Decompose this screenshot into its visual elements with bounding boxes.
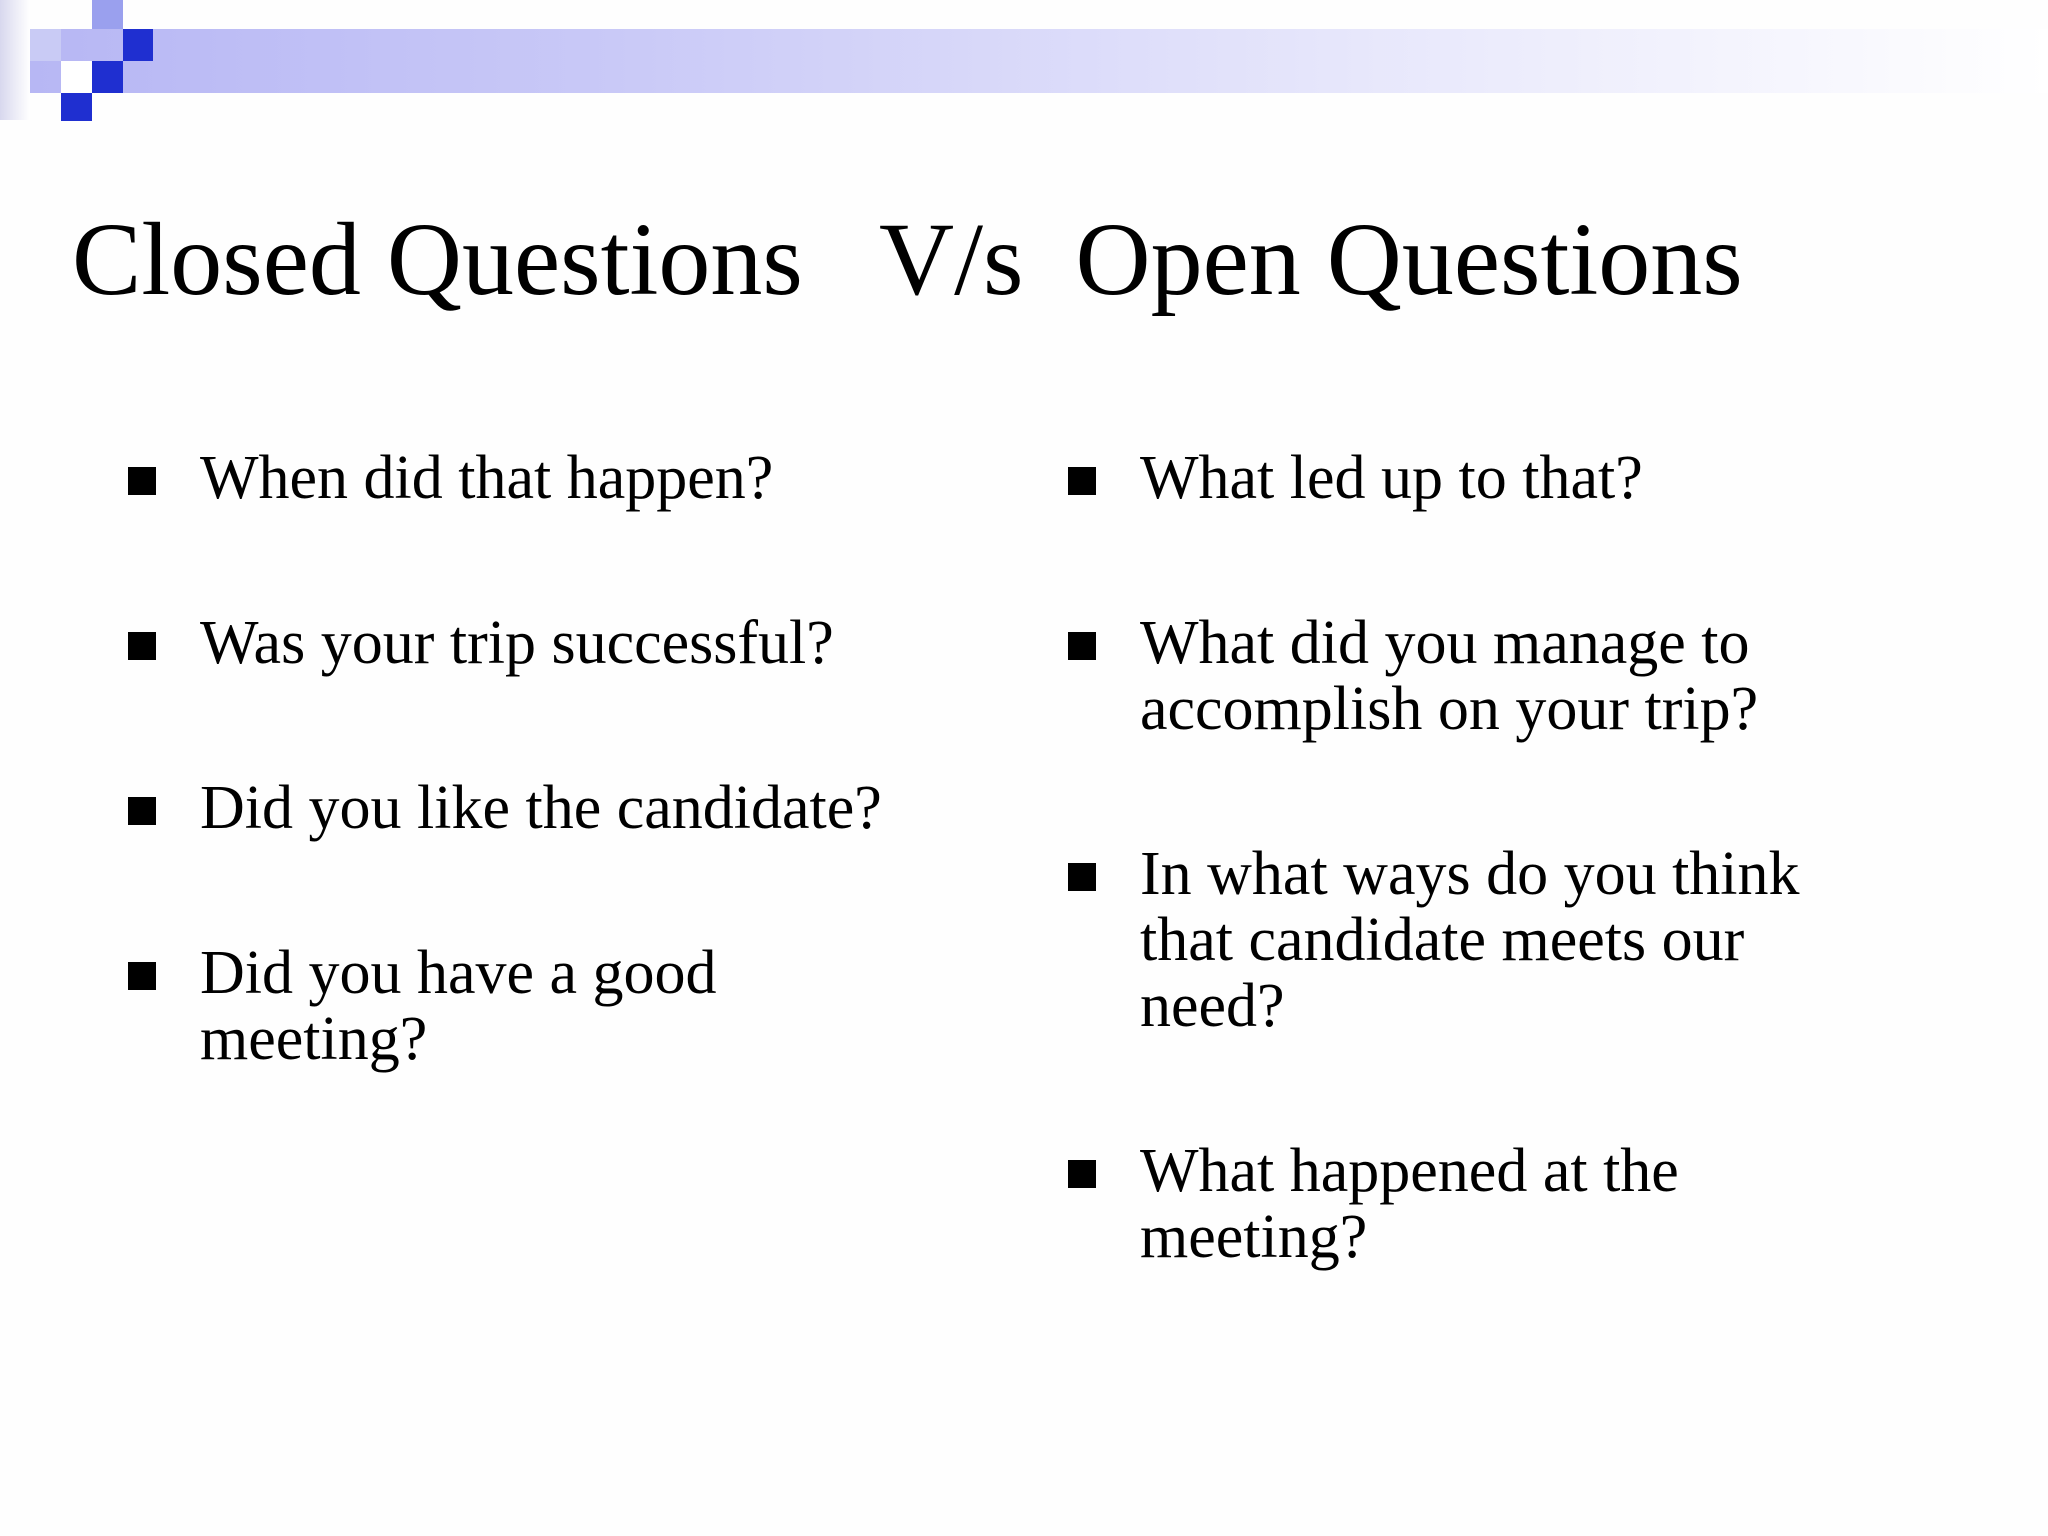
black-square-bullet-icon xyxy=(1068,1160,1096,1188)
black-square-bullet-icon xyxy=(128,467,156,495)
black-square-bullet-icon xyxy=(128,797,156,825)
closed-question-text: When did that happen? xyxy=(200,444,774,512)
open-question-text: What happened at the meeting? xyxy=(1140,1137,1679,1271)
open-question-text: What led up to that? xyxy=(1140,444,1643,512)
closed-question-text: Was your trip successful? xyxy=(200,609,834,677)
black-square-bullet-icon xyxy=(1068,632,1096,660)
list-item xyxy=(128,775,988,841)
closed-questions-list xyxy=(128,445,988,1171)
closed-question-text: Did you have a good meeting? xyxy=(200,939,717,1073)
list-item xyxy=(1068,1138,1780,1270)
list-item xyxy=(128,940,840,1072)
open-question-text: What did you manage to accomplish on your trip? xyxy=(1140,609,1759,743)
list-item xyxy=(1068,445,1948,511)
list-item xyxy=(1068,841,1860,1039)
list-item xyxy=(128,445,988,511)
black-square-bullet-icon xyxy=(1068,467,1096,495)
slide-title: Closed Questions V/s Open Questions xyxy=(72,202,1743,317)
list-item xyxy=(1068,610,1820,742)
header-gradient-bar xyxy=(0,29,2048,93)
black-square-bullet-icon xyxy=(128,962,156,990)
black-square-bullet-icon xyxy=(128,632,156,660)
open-question-text: In what ways do you think that candidate meets our need? xyxy=(1140,840,1800,1040)
closed-question-text: Did you like the candidate? xyxy=(200,774,882,842)
open-questions-list xyxy=(1068,445,1948,1369)
list-item xyxy=(128,610,988,676)
black-square-bullet-icon xyxy=(1068,863,1096,891)
